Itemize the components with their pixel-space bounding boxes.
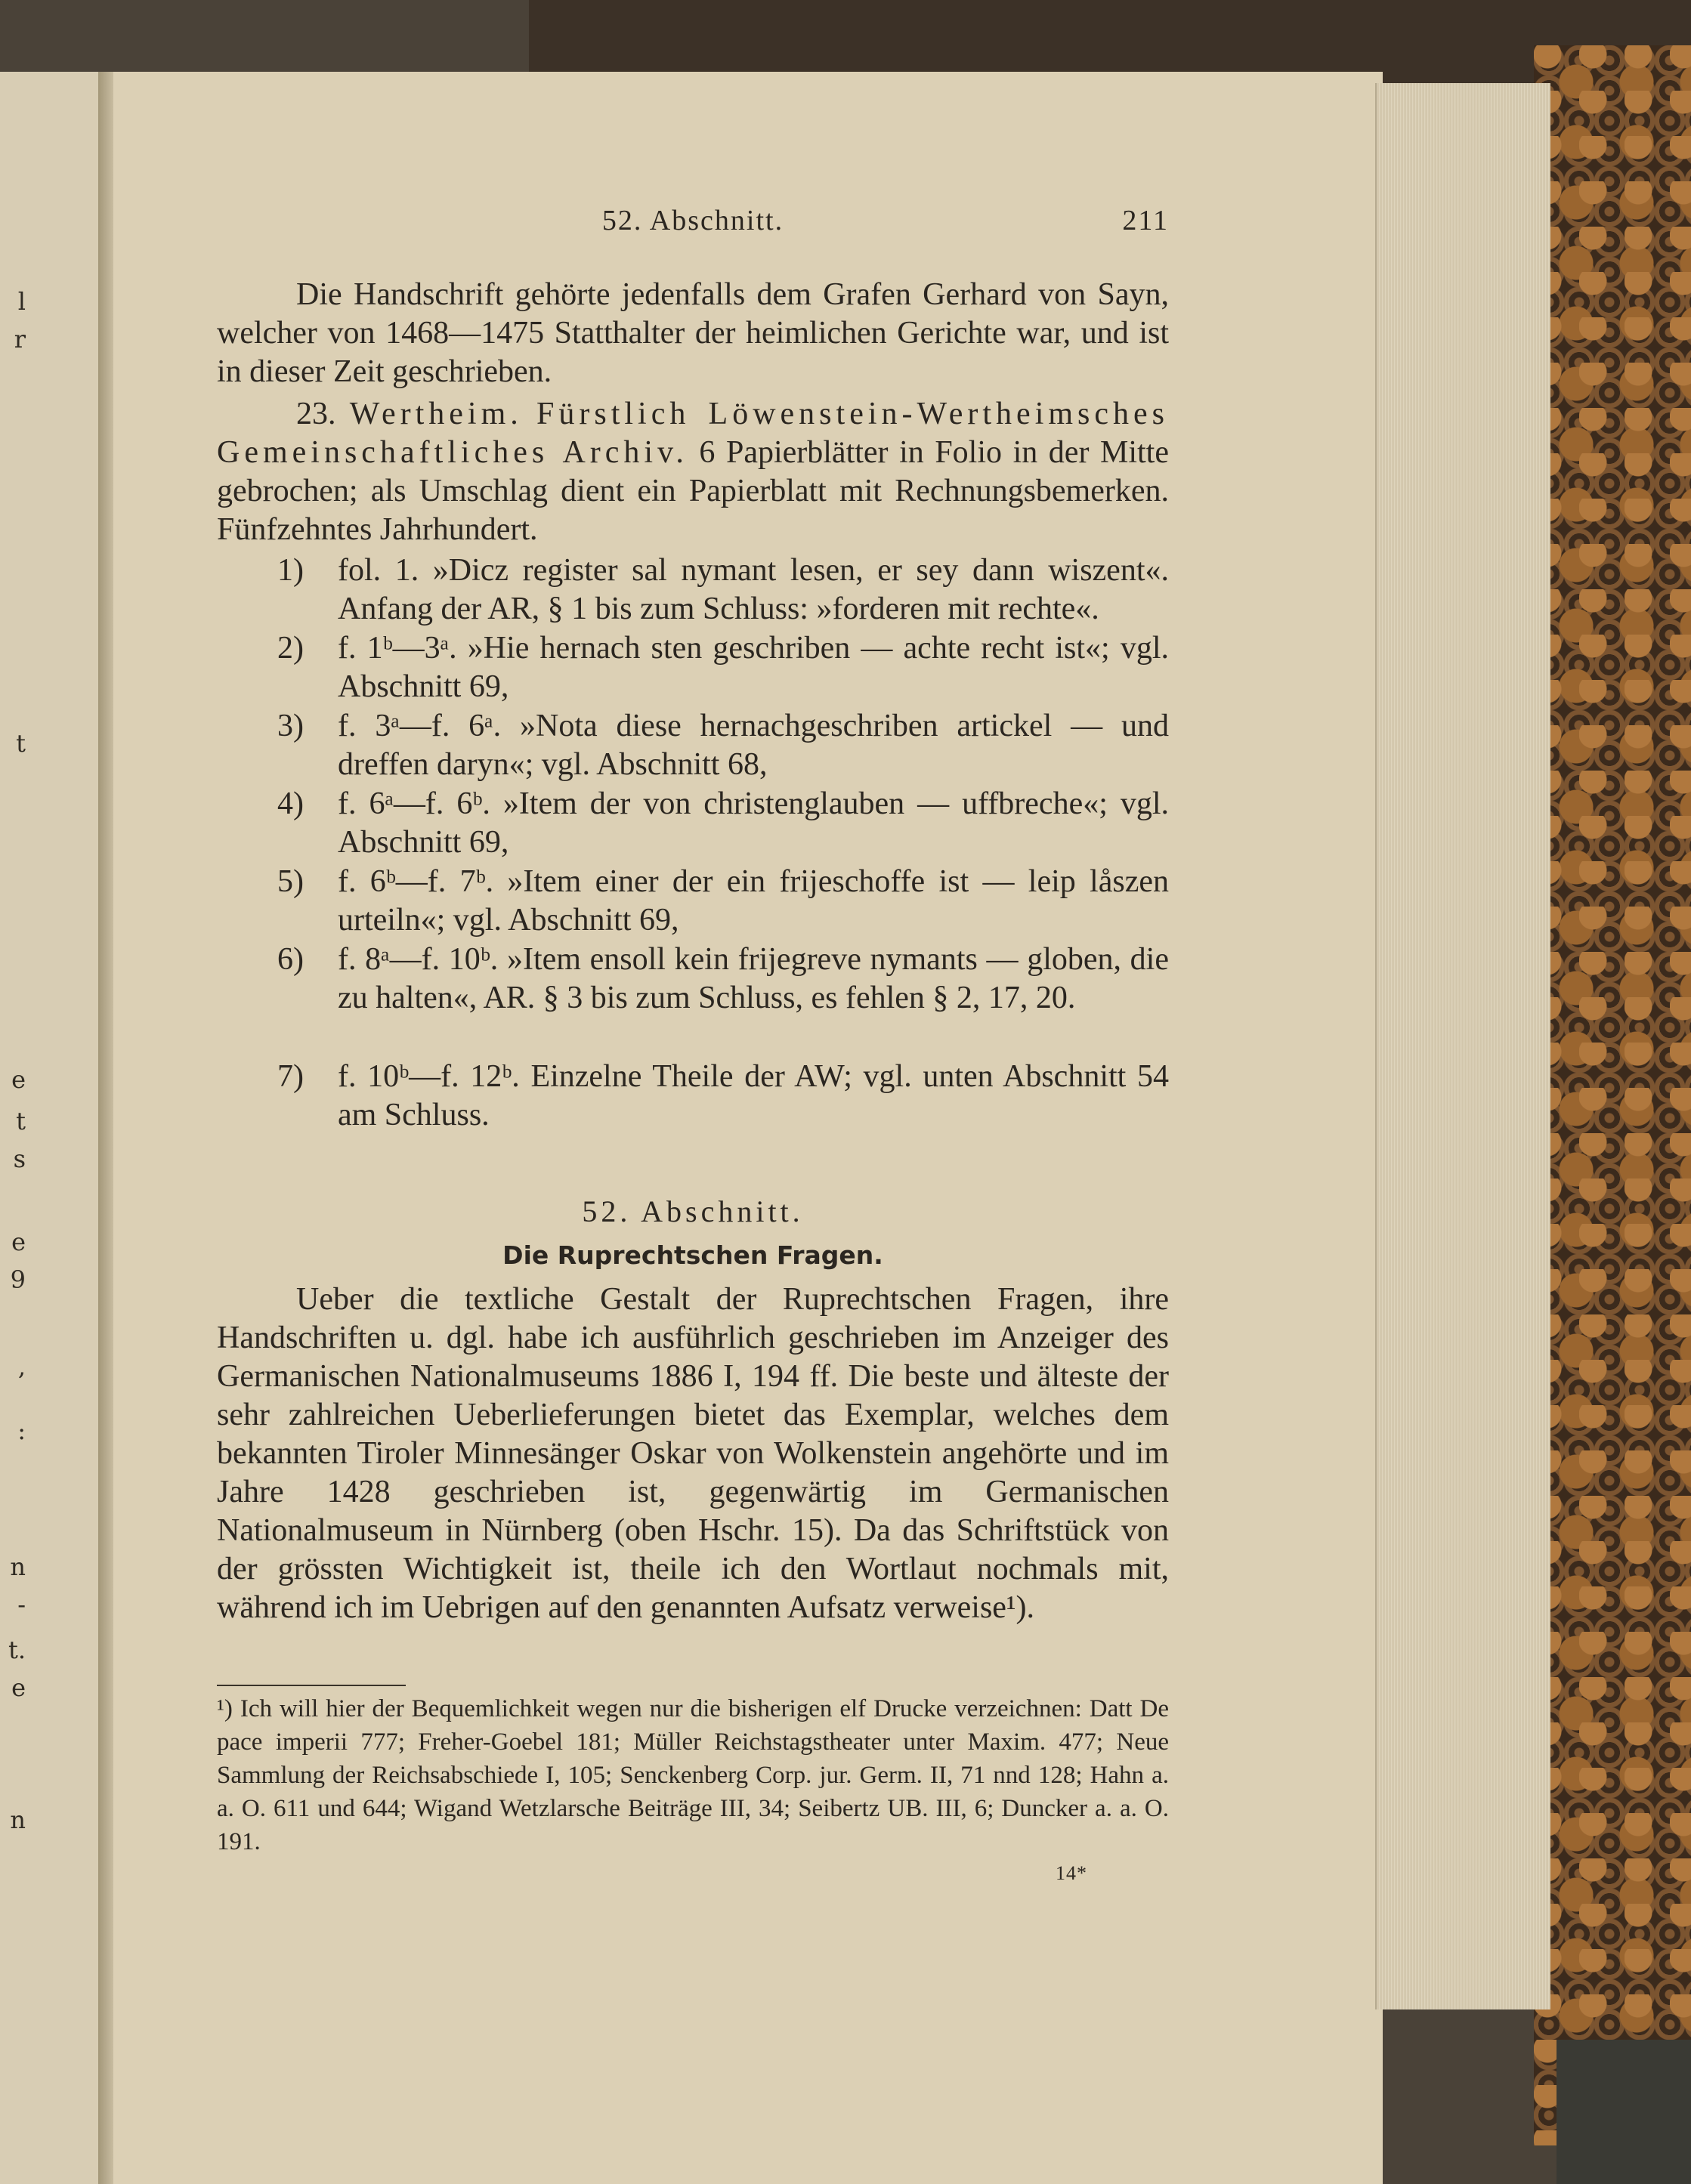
list-item-text: f. 3ᵃ—f. 6ᵃ. »Nota diese hernachgeschriben artickel — und dreffen daryn«; vgl. Abschnitt 68, [338,709,1169,782]
left-fragment: t [16,729,26,758]
list-item-text: f. 6ᵇ—f. 7ᵇ. »Item einer der ein frijeschoffe ist — leip låszen urteiln«; vgl. Abschnitt 69, [338,864,1169,938]
list-item-number: 5) [277,864,304,899]
left-fragment: l [17,287,26,316]
left-fragment: e [11,1065,26,1094]
left-fragment: 9 [10,1265,26,1294]
entry-place: Wertheim. [349,397,523,431]
entry-number: 23. [296,397,336,431]
page-edges [1375,83,1550,2009]
list-item-text: f. 6ᵃ—f. 6ᵇ. »Item der von christenglauben — uffbreche«; vgl. Abschnitt 69, [338,786,1169,860]
left-fragment: r [14,325,26,354]
list-item-number: 1) [277,553,304,588]
left-fragment: e [11,1673,26,1702]
book-top-board [529,0,1691,83]
footnote: ¹) Ich will hier der Bequemlichkeit wegen nur die bisherigen elf Drucke verzeichnen: Datt De pace imperii 777; Freher-Goebel 181; Müller Reichstagstheater unter Maxim. 477; Neue Sammlung der Reichsabschiede I, 105; Senckenberg Corp. jur. Germ. II, 71 nnd 128; Hahn a. a. O. 611 und 644; Wigand Wetzlarsche Beiträge III, 34; Seibertz UB. III, 6; Duncker a. a. O. 191. [217,1695,1169,1855]
list-item-text: f. 8ᵃ—f. 10ᵇ. »Item ensoll kein frijegreve nymants — globen, die zu halten«, AR. § 3 bis zum Schluss, es fehlen § 2, 17, 20. [338,942,1169,1015]
running-head [217,204,1169,242]
list-item-text: f. 1ᵇ—3ᵃ. »Hie hernach sten geschriben — achte recht ist«; vgl. Abschnitt 69, [338,631,1169,704]
left-fragment: , [17,1352,26,1381]
entry-description: 6 Papierblätter in Folio in der Mitte gebrochen; als Umschlag dient ein Papierblatt mit Rechnungsbemerken. Fünfzehntes Jahrhundert. [217,435,1169,547]
left-fragment: n [10,1806,26,1834]
left-fragment: t [16,1107,26,1135]
section-title: 52. Abschnitt. [582,1194,804,1228]
list-item-number: 4) [277,786,304,821]
left-fragment: e [11,1228,26,1256]
left-fragment: s [13,1145,26,1173]
list-item-text: f. 10ᵇ—f. 12ᵇ. Einzelne Theile der AW; vgl. unten Abschnitt 54 am Schluss. [338,1059,1169,1132]
list-item-number: 6) [277,942,304,977]
list-item-text: fol. 1. »Dicz register sal nymant lesen, er sey dann wiszent«. Anfang der AR, § 1 bis zum Schluss: »forderen mit rechte«. [338,553,1169,626]
footnote-rule [217,1685,406,1686]
intro-paragraph: Die Handschrift gehörte jedenfalls dem Grafen Gerhard von Sayn, welcher von 1468—1475 Statthalter der heimlichen Gerichte war, und ist in dieser Zeit geschrieben. [217,277,1169,389]
entry-23 [217,395,1169,549]
entry-archive: Fürstlich Löwenstein-Wertheimsches Gemeinschaftliches Archiv. [217,397,1170,470]
marbled-cover [1534,45,1691,2145]
section-subtitle: Die Ruprechtschen Fragen. [502,1240,883,1270]
left-page [0,72,107,2184]
list-item-number: 2) [277,631,304,666]
left-fragment: - [17,1590,26,1619]
section-body: Ueber die textliche Gestalt der Ruprechtschen Fragen, ihre Handschriften u. dgl. habe ich ausführlich geschrieben im Anzeiger des Germanischen Nationalmuseums 1886 I, 194 ff. Die beste und älteste der sehr zahlreichen Ueberlieferungen bietet das Exemplar, welches dem bekannten Tiroler Minnesänger Oskar von Wolkenstein angehörte und im Jahre 1428 geschrieben ist, gegenwärtig im Germanischen Nationalmuseum in Nürnberg (oben Hschr. 15). Da das Schriftstück von der grössten Wichtigkeit ist, theile ich den Wortlaut nochmals mit, während ich im Uebrigen auf den genannten Aufsatz verweise¹). [217,1282,1169,1625]
list-item-number: 3) [277,709,304,743]
page-number: 211 [1122,205,1169,236]
left-fragment: : [17,1416,26,1445]
left-fragment: t. [8,1636,26,1664]
running-head-title: 52. Abschnitt. [601,205,784,236]
cover-corner [1557,2040,1691,2184]
list-item-number: 7) [277,1059,304,1094]
printer-signature: 14* [1056,1862,1087,1884]
left-fragment: n [10,1552,26,1581]
